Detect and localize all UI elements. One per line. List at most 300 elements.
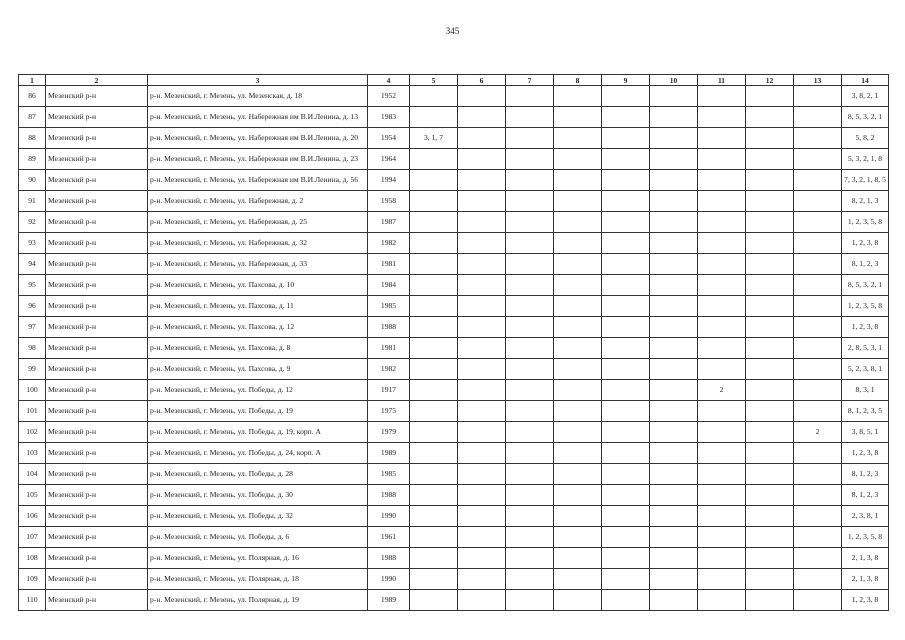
row-number-cell: 99 [19, 359, 46, 380]
col-12-cell [746, 548, 794, 569]
row-number-cell: 92 [19, 212, 46, 233]
col-11-cell [698, 296, 746, 317]
col-7-cell [506, 359, 554, 380]
col-5-cell [410, 464, 458, 485]
address-cell: р-н. Мезенский, г. Мезень, ул. Набережная им В.И.Ленина, д. 56 [148, 170, 368, 191]
row-number-cell: 97 [19, 317, 46, 338]
year-cell: 1983 [368, 107, 410, 128]
col-8-cell [554, 107, 602, 128]
table-header [19, 75, 889, 86]
column-header-5: 5 [410, 75, 458, 86]
col-6-cell [458, 254, 506, 275]
col-7-cell [506, 590, 554, 611]
year-cell: 1982 [368, 233, 410, 254]
col-10-cell [650, 548, 698, 569]
year-cell: 1989 [368, 443, 410, 464]
col-5-cell [410, 380, 458, 401]
col-7-cell [506, 212, 554, 233]
col-11-cell [698, 149, 746, 170]
col-9-cell [602, 254, 650, 275]
col-10-cell [650, 527, 698, 548]
address-cell: р-н. Мезенский, г. Мезень, ул. Пахсова, д. 9 [148, 359, 368, 380]
row-number-cell: 91 [19, 191, 46, 212]
col-13-cell [794, 548, 842, 569]
row-number-cell: 93 [19, 233, 46, 254]
col-9-cell [602, 422, 650, 443]
col-8-cell [554, 296, 602, 317]
col-5-cell [410, 296, 458, 317]
col-10-cell [650, 380, 698, 401]
col-5-cell [410, 569, 458, 590]
table-row [19, 443, 889, 464]
col-11-cell [698, 170, 746, 191]
district-cell: Мезенский р-н [46, 380, 148, 401]
year-cell: 1954 [368, 128, 410, 149]
col-5-cell [410, 233, 458, 254]
row-number-cell: 101 [19, 401, 46, 422]
table-row [19, 338, 889, 359]
col-12-cell [746, 170, 794, 191]
table-row [19, 380, 889, 401]
address-cell: р-н. Мезенский, г. Мезень, ул. Победы, д. 28 [148, 464, 368, 485]
col-7-cell [506, 317, 554, 338]
col-8-cell [554, 212, 602, 233]
col-14-cell: 8, 5, 3, 2, 1 [842, 275, 889, 296]
address-cell: р-н. Мезенский, г. Мезень, ул. Полярная, д. 16 [148, 548, 368, 569]
district-cell: Мезенский р-н [46, 569, 148, 590]
col-9-cell [602, 296, 650, 317]
col-11-cell [698, 422, 746, 443]
col-5-cell [410, 191, 458, 212]
col-13-cell [794, 128, 842, 149]
col-6-cell [458, 422, 506, 443]
col-8-cell [554, 443, 602, 464]
col-6-cell [458, 359, 506, 380]
address-cell: р-н. Мезенский, г. Мезень, ул. Победы, д. 6 [148, 527, 368, 548]
row-number-cell: 102 [19, 422, 46, 443]
address-cell: р-н. Мезенский, г. Мезень, ул. Победы, д. 30 [148, 485, 368, 506]
col-10-cell [650, 443, 698, 464]
year-cell: 1981 [368, 338, 410, 359]
district-cell: Мезенский р-н [46, 254, 148, 275]
col-10-cell [650, 275, 698, 296]
col-11-cell [698, 527, 746, 548]
col-9-cell [602, 380, 650, 401]
col-6-cell [458, 86, 506, 107]
col-8-cell [554, 590, 602, 611]
col-9-cell [602, 527, 650, 548]
col-13-cell [794, 401, 842, 422]
table-row [19, 296, 889, 317]
district-cell: Мезенский р-н [46, 212, 148, 233]
col-9-cell [602, 359, 650, 380]
col-6-cell [458, 590, 506, 611]
col-7-cell [506, 149, 554, 170]
col-11-cell [698, 569, 746, 590]
col-13-cell [794, 212, 842, 233]
row-number-cell: 86 [19, 86, 46, 107]
year-cell: 1975 [368, 401, 410, 422]
col-14-cell: 1, 2, 3, 5, 8 [842, 212, 889, 233]
col-10-cell [650, 107, 698, 128]
column-header-6: 6 [458, 75, 506, 86]
table-row [19, 191, 889, 212]
col-6-cell [458, 317, 506, 338]
col-11-cell [698, 191, 746, 212]
col-13-cell [794, 170, 842, 191]
row-number-cell: 88 [19, 128, 46, 149]
col-8-cell [554, 422, 602, 443]
col-14-cell: 3, 8, 5, 1 [842, 422, 889, 443]
col-11-cell [698, 317, 746, 338]
register-table [18, 74, 889, 611]
row-number-cell: 110 [19, 590, 46, 611]
col-10-cell [650, 233, 698, 254]
table-row [19, 506, 889, 527]
col-6-cell [458, 485, 506, 506]
district-cell: Мезенский р-н [46, 107, 148, 128]
address-cell: р-н. Мезенский, г. Мезень, ул. Набережная, д. 32 [148, 233, 368, 254]
table-row [19, 170, 889, 191]
year-cell: 1979 [368, 422, 410, 443]
col-7-cell [506, 548, 554, 569]
col-8-cell [554, 506, 602, 527]
district-cell: Мезенский р-н [46, 590, 148, 611]
col-6-cell [458, 275, 506, 296]
col-11-cell [698, 233, 746, 254]
col-7-cell [506, 191, 554, 212]
col-10-cell [650, 506, 698, 527]
col-9-cell [602, 128, 650, 149]
col-7-cell [506, 527, 554, 548]
col-10-cell [650, 590, 698, 611]
col-12-cell [746, 296, 794, 317]
row-number-cell: 107 [19, 527, 46, 548]
col-6-cell [458, 107, 506, 128]
col-12-cell [746, 128, 794, 149]
year-cell: 1964 [368, 149, 410, 170]
district-cell: Мезенский р-н [46, 128, 148, 149]
col-14-cell: 2, 1, 3, 8 [842, 569, 889, 590]
table-row [19, 317, 889, 338]
col-9-cell [602, 569, 650, 590]
address-cell: р-н. Мезенский, г. Мезень, ул. Пахсова, д. 12 [148, 317, 368, 338]
col-13-cell: 2 [794, 422, 842, 443]
col-7-cell [506, 107, 554, 128]
col-11-cell [698, 464, 746, 485]
col-14-cell: 7, 3, 2, 1, 8, 5 [842, 170, 889, 191]
col-12-cell [746, 401, 794, 422]
column-header-9: 9 [602, 75, 650, 86]
table-row [19, 401, 889, 422]
col-6-cell [458, 569, 506, 590]
col-10-cell [650, 128, 698, 149]
col-11-cell [698, 107, 746, 128]
table-row [19, 107, 889, 128]
col-8-cell [554, 380, 602, 401]
col-8-cell [554, 233, 602, 254]
col-9-cell [602, 401, 650, 422]
col-5-cell [410, 107, 458, 128]
table-row [19, 590, 889, 611]
col-14-cell: 5, 8, 2 [842, 128, 889, 149]
col-14-cell: 8, 2, 1, 3 [842, 191, 889, 212]
year-cell: 1987 [368, 212, 410, 233]
table-body [19, 86, 889, 611]
col-6-cell [458, 401, 506, 422]
col-6-cell [458, 338, 506, 359]
col-14-cell: 1, 2, 3, 8 [842, 443, 889, 464]
col-11-cell: 2 [698, 380, 746, 401]
col-8-cell [554, 275, 602, 296]
column-header-2: 2 [46, 75, 148, 86]
col-13-cell [794, 380, 842, 401]
col-13-cell [794, 506, 842, 527]
col-6-cell [458, 548, 506, 569]
address-cell: р-н. Мезенский, г. Мезень, ул. Полярная, д. 19 [148, 590, 368, 611]
column-header-1: 1 [19, 75, 46, 86]
col-14-cell: 3, 8, 2, 1 [842, 86, 889, 107]
col-9-cell [602, 317, 650, 338]
col-13-cell [794, 233, 842, 254]
col-10-cell [650, 86, 698, 107]
col-10-cell [650, 485, 698, 506]
col-13-cell [794, 485, 842, 506]
column-header-12: 12 [746, 75, 794, 86]
address-cell: р-н. Мезенский, г. Мезень, ул. Пахсова, д. 11 [148, 296, 368, 317]
col-6-cell [458, 380, 506, 401]
col-11-cell [698, 485, 746, 506]
col-12-cell [746, 254, 794, 275]
table-row [19, 233, 889, 254]
col-8-cell [554, 401, 602, 422]
col-8-cell [554, 548, 602, 569]
col-7-cell [506, 86, 554, 107]
col-6-cell [458, 506, 506, 527]
col-10-cell [650, 296, 698, 317]
col-10-cell [650, 191, 698, 212]
col-5-cell [410, 86, 458, 107]
district-cell: Мезенский р-н [46, 86, 148, 107]
column-header-8: 8 [554, 75, 602, 86]
column-header-4: 4 [368, 75, 410, 86]
address-cell: р-н. Мезенский, г. Мезень, ул. Набережная, д. 33 [148, 254, 368, 275]
col-7-cell [506, 569, 554, 590]
col-7-cell [506, 380, 554, 401]
col-13-cell [794, 296, 842, 317]
col-5-cell [410, 422, 458, 443]
col-7-cell [506, 422, 554, 443]
col-5-cell [410, 149, 458, 170]
row-number-cell: 98 [19, 338, 46, 359]
col-5-cell [410, 590, 458, 611]
col-12-cell [746, 275, 794, 296]
col-10-cell [650, 338, 698, 359]
table-row [19, 485, 889, 506]
table-row [19, 569, 889, 590]
col-14-cell: 1, 2, 3, 5, 8 [842, 527, 889, 548]
col-8-cell [554, 338, 602, 359]
year-cell: 1988 [368, 548, 410, 569]
table-row [19, 149, 889, 170]
col-12-cell [746, 590, 794, 611]
table-row [19, 212, 889, 233]
col-11-cell [698, 548, 746, 569]
col-12-cell [746, 191, 794, 212]
col-13-cell [794, 338, 842, 359]
address-cell: р-н. Мезенский, г. Мезень, ул. Набережная, д. 2 [148, 191, 368, 212]
district-cell: Мезенский р-н [46, 275, 148, 296]
col-5-cell [410, 506, 458, 527]
col-7-cell [506, 254, 554, 275]
district-cell: Мезенский р-н [46, 548, 148, 569]
col-11-cell [698, 443, 746, 464]
col-9-cell [602, 212, 650, 233]
col-13-cell [794, 359, 842, 380]
row-number-cell: 94 [19, 254, 46, 275]
col-13-cell [794, 191, 842, 212]
col-12-cell [746, 317, 794, 338]
col-14-cell: 8, 1, 2, 3 [842, 254, 889, 275]
col-9-cell [602, 191, 650, 212]
col-6-cell [458, 527, 506, 548]
address-cell: р-н. Мезенский, г. Мезень, ул. Победы, д. 12 [148, 380, 368, 401]
column-header-13: 13 [794, 75, 842, 86]
col-13-cell [794, 254, 842, 275]
col-14-cell: 5, 2, 3, 8, 1 [842, 359, 889, 380]
table-row [19, 86, 889, 107]
col-10-cell [650, 422, 698, 443]
address-cell: р-н. Мезенский, г. Мезень, ул. Победы, д. 19, корп. А [148, 422, 368, 443]
col-8-cell [554, 485, 602, 506]
address-cell: р-н. Мезенский, г. Мезень, ул. Пахсова, д. 8 [148, 338, 368, 359]
col-9-cell [602, 170, 650, 191]
col-5-cell [410, 254, 458, 275]
district-cell: Мезенский р-н [46, 233, 148, 254]
col-8-cell [554, 359, 602, 380]
column-header-7: 7 [506, 75, 554, 86]
col-13-cell [794, 569, 842, 590]
col-8-cell [554, 569, 602, 590]
table-row [19, 359, 889, 380]
address-cell: р-н. Мезенский, г. Мезень, ул. Набережная, д. 25 [148, 212, 368, 233]
col-12-cell [746, 569, 794, 590]
col-10-cell [650, 401, 698, 422]
col-14-cell: 8, 1, 2, 3 [842, 464, 889, 485]
row-number-cell: 103 [19, 443, 46, 464]
district-cell: Мезенский р-н [46, 191, 148, 212]
col-8-cell [554, 527, 602, 548]
year-cell: 1985 [368, 464, 410, 485]
col-7-cell [506, 506, 554, 527]
year-cell: 1988 [368, 485, 410, 506]
row-number-cell: 95 [19, 275, 46, 296]
col-8-cell [554, 254, 602, 275]
district-cell: Мезенский р-н [46, 506, 148, 527]
col-14-cell: 8, 5, 3, 2, 1 [842, 107, 889, 128]
district-cell: Мезенский р-н [46, 317, 148, 338]
col-7-cell [506, 485, 554, 506]
col-5-cell [410, 443, 458, 464]
col-11-cell [698, 590, 746, 611]
col-11-cell [698, 359, 746, 380]
col-6-cell [458, 170, 506, 191]
col-8-cell [554, 149, 602, 170]
col-6-cell [458, 464, 506, 485]
district-cell: Мезенский р-н [46, 170, 148, 191]
col-13-cell [794, 149, 842, 170]
col-8-cell [554, 464, 602, 485]
col-5-cell [410, 275, 458, 296]
col-9-cell [602, 590, 650, 611]
col-10-cell [650, 212, 698, 233]
address-cell: р-н. Мезенский, г. Мезень, ул. Набережная им В.И.Ленина, д. 13 [148, 107, 368, 128]
col-12-cell [746, 149, 794, 170]
col-9-cell [602, 464, 650, 485]
address-cell: р-н. Мезенский, г. Мезень, ул. Набережная им В.И.Ленина, д. 20 [148, 128, 368, 149]
col-14-cell: 8, 1, 2, 3 [842, 485, 889, 506]
row-number-cell: 106 [19, 506, 46, 527]
year-cell: 1958 [368, 191, 410, 212]
col-11-cell [698, 212, 746, 233]
year-cell: 1990 [368, 569, 410, 590]
col-9-cell [602, 107, 650, 128]
col-12-cell [746, 527, 794, 548]
column-header-14: 14 [842, 75, 889, 86]
year-cell: 1982 [368, 359, 410, 380]
column-header-3: 3 [148, 75, 368, 86]
col-12-cell [746, 86, 794, 107]
col-8-cell [554, 128, 602, 149]
col-14-cell: 8, 3, 1 [842, 380, 889, 401]
address-cell: р-н. Мезенский, г. Мезень, ул. Победы, д. 24, корп. А [148, 443, 368, 464]
col-14-cell: 5, 3, 2, 1, 8 [842, 149, 889, 170]
col-13-cell [794, 275, 842, 296]
district-cell: Мезенский р-н [46, 338, 148, 359]
col-11-cell [698, 338, 746, 359]
col-5-cell [410, 338, 458, 359]
col-7-cell [506, 275, 554, 296]
col-5-cell [410, 212, 458, 233]
col-13-cell [794, 464, 842, 485]
col-12-cell [746, 422, 794, 443]
column-header-11: 11 [698, 75, 746, 86]
col-14-cell: 2, 3, 8, 1 [842, 506, 889, 527]
address-cell: р-н. Мезенский, г. Мезень, ул. Набережная им В.И.Ленина, д. 23 [148, 149, 368, 170]
col-13-cell [794, 527, 842, 548]
col-11-cell [698, 86, 746, 107]
col-8-cell [554, 170, 602, 191]
year-cell: 1961 [368, 527, 410, 548]
col-14-cell: 2, 8, 5, 3, 1 [842, 338, 889, 359]
row-number-cell: 87 [19, 107, 46, 128]
col-6-cell [458, 296, 506, 317]
col-12-cell [746, 380, 794, 401]
address-cell: р-н. Мезенский, г. Мезень, ул. Полярная, д. 18 [148, 569, 368, 590]
col-7-cell [506, 128, 554, 149]
col-6-cell [458, 443, 506, 464]
col-8-cell [554, 317, 602, 338]
table-row [19, 275, 889, 296]
col-5-cell [410, 317, 458, 338]
col-14-cell: 8, 1, 2, 3, 5 [842, 401, 889, 422]
row-number-cell: 90 [19, 170, 46, 191]
table-row [19, 254, 889, 275]
col-12-cell [746, 485, 794, 506]
col-9-cell [602, 548, 650, 569]
col-7-cell [506, 443, 554, 464]
address-cell: р-н. Мезенский, г. Мезень, ул. Мезенская, д. 18 [148, 86, 368, 107]
